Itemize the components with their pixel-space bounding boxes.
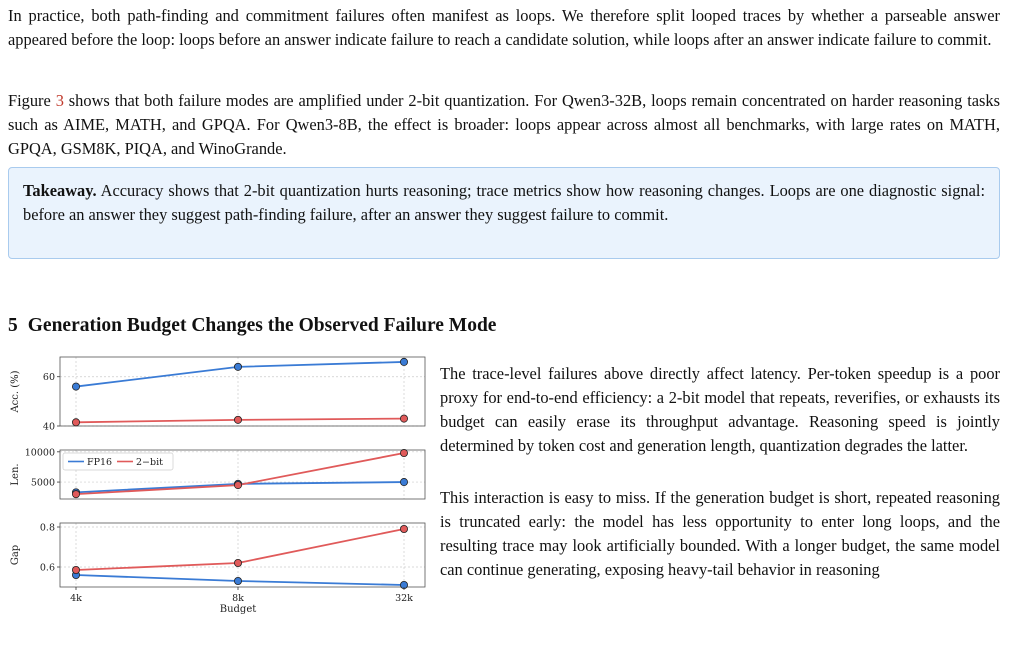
chart-legend (63, 453, 173, 470)
y-axis-label: Len. (10, 463, 21, 486)
y-tick-label: 10000 (24, 447, 55, 459)
paragraph-figure-3-pre: Figure (8, 91, 56, 110)
paragraph-latency: The trace-level failures above directly affect latency. Per-token speedup is a poor proxy for end-to-end efficiency: a 2-bit model that repeats, reverifies, or exhausts its budget can easily erase its throughput advantage. Reasoning speed is jointly determined by token cost and generation length, quantization degrades the latter. (440, 364, 1000, 455)
x-tick-label: 8k (232, 593, 244, 604)
paragraph-budget: This interaction is easy to miss. If the generation budget is short, repeated reasoning is truncated early: the model has less opportunity to enter long loops, and the resulting trace may look artificially bounded. With a longer budget, the same model can continue generating, exposing heavy-tail behavior in reasoning (440, 488, 1000, 579)
data-point (400, 478, 407, 485)
panel-frame (60, 523, 425, 587)
section-heading (8, 313, 496, 339)
paragraph-figure-3 (8, 89, 1000, 161)
y-tick-label: 60 (42, 372, 55, 384)
data-point (72, 419, 79, 426)
data-point (400, 449, 407, 456)
data-point (400, 415, 407, 422)
budget-figure (0, 352, 430, 650)
data-point (400, 525, 407, 532)
y-axis-label: Gap (10, 544, 21, 566)
legend-label: FP16 (87, 457, 113, 468)
data-point (400, 358, 407, 365)
y-tick-label: 0.8 (39, 522, 55, 534)
data-point (234, 363, 241, 370)
takeaway-text: Accuracy shows that 2-bit quantization hurts reasoning; trace metrics show how reasoning changes. Loops are one diagnostic signal: before an answer they suggest path-finding failure, after an answer they suggest failure to commit. (23, 181, 985, 224)
y-tick-label: 40 (42, 421, 55, 433)
x-axis-label: Budget (219, 604, 257, 615)
chart-panel-1 (10, 357, 425, 433)
x-tick-label: 32k (395, 593, 413, 604)
y-tick-label: 0.6 (39, 562, 55, 574)
data-point (72, 491, 79, 498)
x-tick-label: 4k (70, 593, 82, 604)
takeaway-box (8, 167, 1000, 259)
data-point (72, 566, 79, 573)
section-number: 5 (8, 315, 18, 336)
data-point (234, 416, 241, 423)
data-point (234, 559, 241, 566)
figure-ref-link[interactable]: 3 (55, 91, 64, 110)
paragraph-figure-3-post: shows that both failure modes are amplified under 2-bit quantization. For Qwen3-32B, loops remain concentrated on harder reasoning tasks such as AIME, MATH, and GPQA. For Qwen3-8B, the effect is broader: loops appear across almost all benchmarks, with large rates on MATH, GPQA, GSM8K, PIQA, and WinoGrande. (8, 91, 1000, 158)
section-title: Generation Budget Changes the Observed Failure Mode (27, 315, 497, 336)
legend-label: 2−bit (136, 457, 163, 468)
y-tick-label: 5000 (30, 477, 55, 489)
chart-panel-3 (10, 523, 425, 616)
y-axis-label: Acc. (%) (10, 370, 21, 413)
data-point (72, 383, 79, 390)
data-point (234, 577, 241, 584)
data-point (234, 481, 241, 488)
takeaway-label: Takeaway. (23, 181, 97, 200)
chart-panel-2 (10, 447, 425, 499)
paragraph-loops: In practice, both path-finding and commitment failures often manifest as loops. We therefore split looped traces by whether a parseable answer appeared before the loop: loops before an answer indicate failure to reach a candidate solution, while loops after an answer indicate failure to commit. (8, 6, 1000, 49)
